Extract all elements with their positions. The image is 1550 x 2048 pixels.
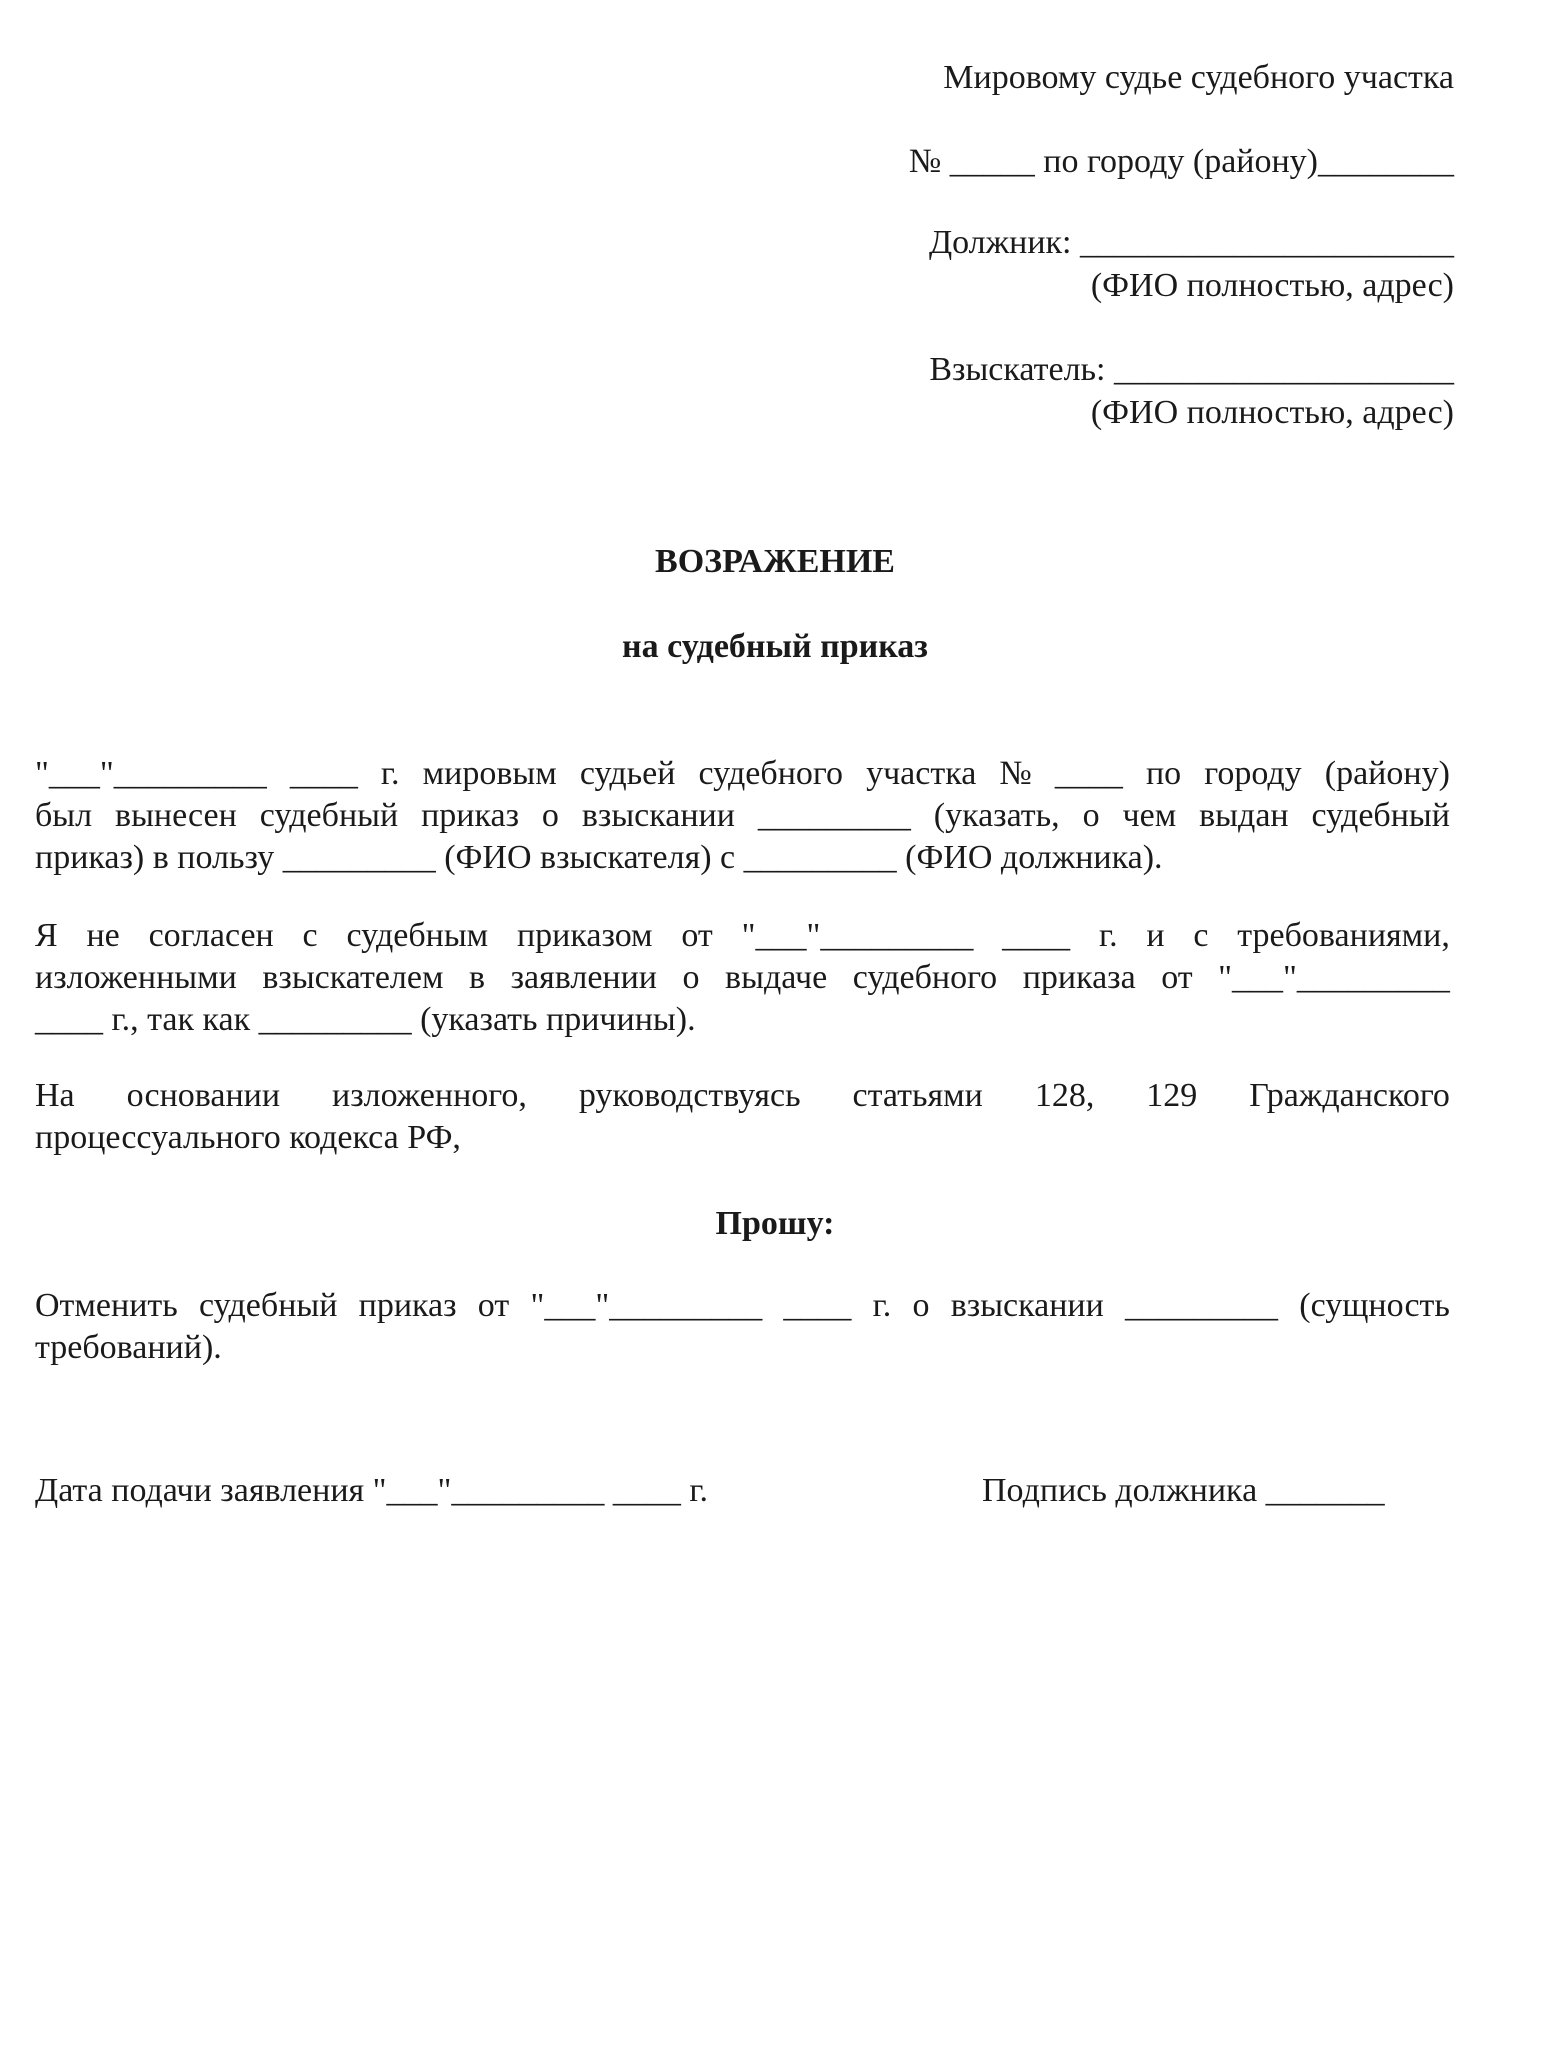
word: в: [469, 959, 486, 996]
word: г.: [380, 755, 400, 792]
word: г.: [872, 1287, 892, 1324]
word: судебный: [259, 797, 399, 834]
word: судьей: [579, 755, 676, 792]
document-title: ВОЗРАЖЕНИЕ: [655, 543, 895, 580]
word: городу: [1204, 755, 1302, 792]
word: по: [1145, 755, 1182, 792]
word: чем: [1122, 797, 1177, 834]
word: судебным: [346, 917, 489, 954]
word: ____: [289, 755, 358, 792]
para2-line1: [35, 915, 1450, 957]
word: судебный: [1311, 797, 1450, 834]
debtor-field: Должник: ______________________: [928, 224, 1454, 261]
word: руководствуясь: [578, 1077, 801, 1114]
para2-line2: [35, 957, 1450, 999]
word: приказом: [516, 917, 653, 954]
word: "___"_________: [741, 917, 974, 954]
word: выдаче: [725, 959, 828, 996]
para2-line3: ____ г., так как _________ (указать причины).: [35, 1001, 696, 1038]
word: требованиями,: [1237, 917, 1450, 954]
request-line1: [35, 1285, 1450, 1327]
word: №: [999, 755, 1032, 792]
debtor-note: (ФИО полностью, адрес): [1090, 267, 1454, 304]
word: о: [1082, 797, 1100, 834]
word: от: [681, 917, 713, 954]
word: Я: [35, 917, 58, 954]
word: "___"_________: [1218, 959, 1450, 996]
paragraph-order-issued: [35, 753, 1450, 879]
para1-line1: [35, 753, 1450, 795]
word: основании: [126, 1077, 281, 1114]
word: мировым: [422, 755, 557, 792]
word: был: [35, 797, 93, 834]
word: вынесен: [115, 797, 237, 834]
addressee-judge: Мировому судье судебного участка: [943, 59, 1454, 96]
word: взыскании: [581, 797, 735, 834]
word: от: [1161, 959, 1193, 996]
word: _________: [1125, 1287, 1279, 1324]
word: (сущность: [1299, 1287, 1450, 1324]
word: приказ: [358, 1287, 457, 1324]
word: судебный: [199, 1287, 338, 1324]
word: Отменить: [35, 1287, 178, 1324]
para1-line2: [35, 795, 1450, 837]
para1-line3: приказ) в пользу _________ (ФИО взыскателя) с _________ (ФИО должника).: [35, 839, 1163, 876]
word: 129: [1146, 1077, 1198, 1114]
claimant-note: (ФИО полностью, адрес): [1090, 394, 1454, 431]
word: судебного: [852, 959, 998, 996]
word: статьями: [852, 1077, 983, 1114]
paragraph-request: [35, 1285, 1450, 1369]
word: заявлении: [510, 959, 658, 996]
para3-line2: процессуального кодекса РФ,: [35, 1119, 461, 1156]
addressee-district: № _____ по городу (району)________: [908, 143, 1454, 180]
paragraph-legal-basis: [35, 1075, 1450, 1159]
word: от: [477, 1287, 510, 1324]
request-line2: требований).: [35, 1329, 222, 1366]
word: ____: [1002, 917, 1071, 954]
claimant-field: Взыскатель: ____________________: [929, 351, 1454, 388]
word: судебного: [698, 755, 843, 792]
para3-line1: [35, 1075, 1450, 1117]
word: с: [302, 917, 318, 954]
word: (району): [1324, 755, 1450, 792]
paragraph-disagreement: [35, 915, 1450, 1041]
word: ____: [783, 1287, 852, 1324]
debtor-signature-field: Подпись должника _______: [982, 1472, 1385, 1509]
word: не: [86, 917, 120, 954]
word: приказ: [421, 797, 520, 834]
word: (указать,: [933, 797, 1060, 834]
word: о: [682, 959, 700, 996]
word: изложенного,: [332, 1077, 527, 1114]
word: изложенными: [35, 959, 237, 996]
word: о: [912, 1287, 930, 1324]
word: На: [35, 1077, 75, 1114]
word: _________: [757, 797, 911, 834]
word: взыскателем: [262, 959, 444, 996]
document-subtitle: на судебный приказ: [622, 628, 928, 665]
word: взыскании: [950, 1287, 1104, 1324]
word: 128,: [1034, 1077, 1095, 1114]
word: ____: [1054, 755, 1123, 792]
word: приказа: [1022, 959, 1136, 996]
word: о: [541, 797, 559, 834]
word: участка: [866, 755, 977, 792]
word: г.: [1098, 917, 1118, 954]
request-heading: Прошу:: [715, 1205, 835, 1242]
word: и: [1146, 917, 1165, 954]
word: "___"_________: [530, 1287, 763, 1324]
word: с: [1193, 917, 1209, 954]
filing-date-field: Дата подачи заявления "___"_________ ____ г.: [35, 1472, 709, 1509]
word: "___"_________: [35, 755, 267, 792]
word: Гражданского: [1249, 1077, 1450, 1114]
word: выдан: [1199, 797, 1289, 834]
word: согласен: [148, 917, 274, 954]
